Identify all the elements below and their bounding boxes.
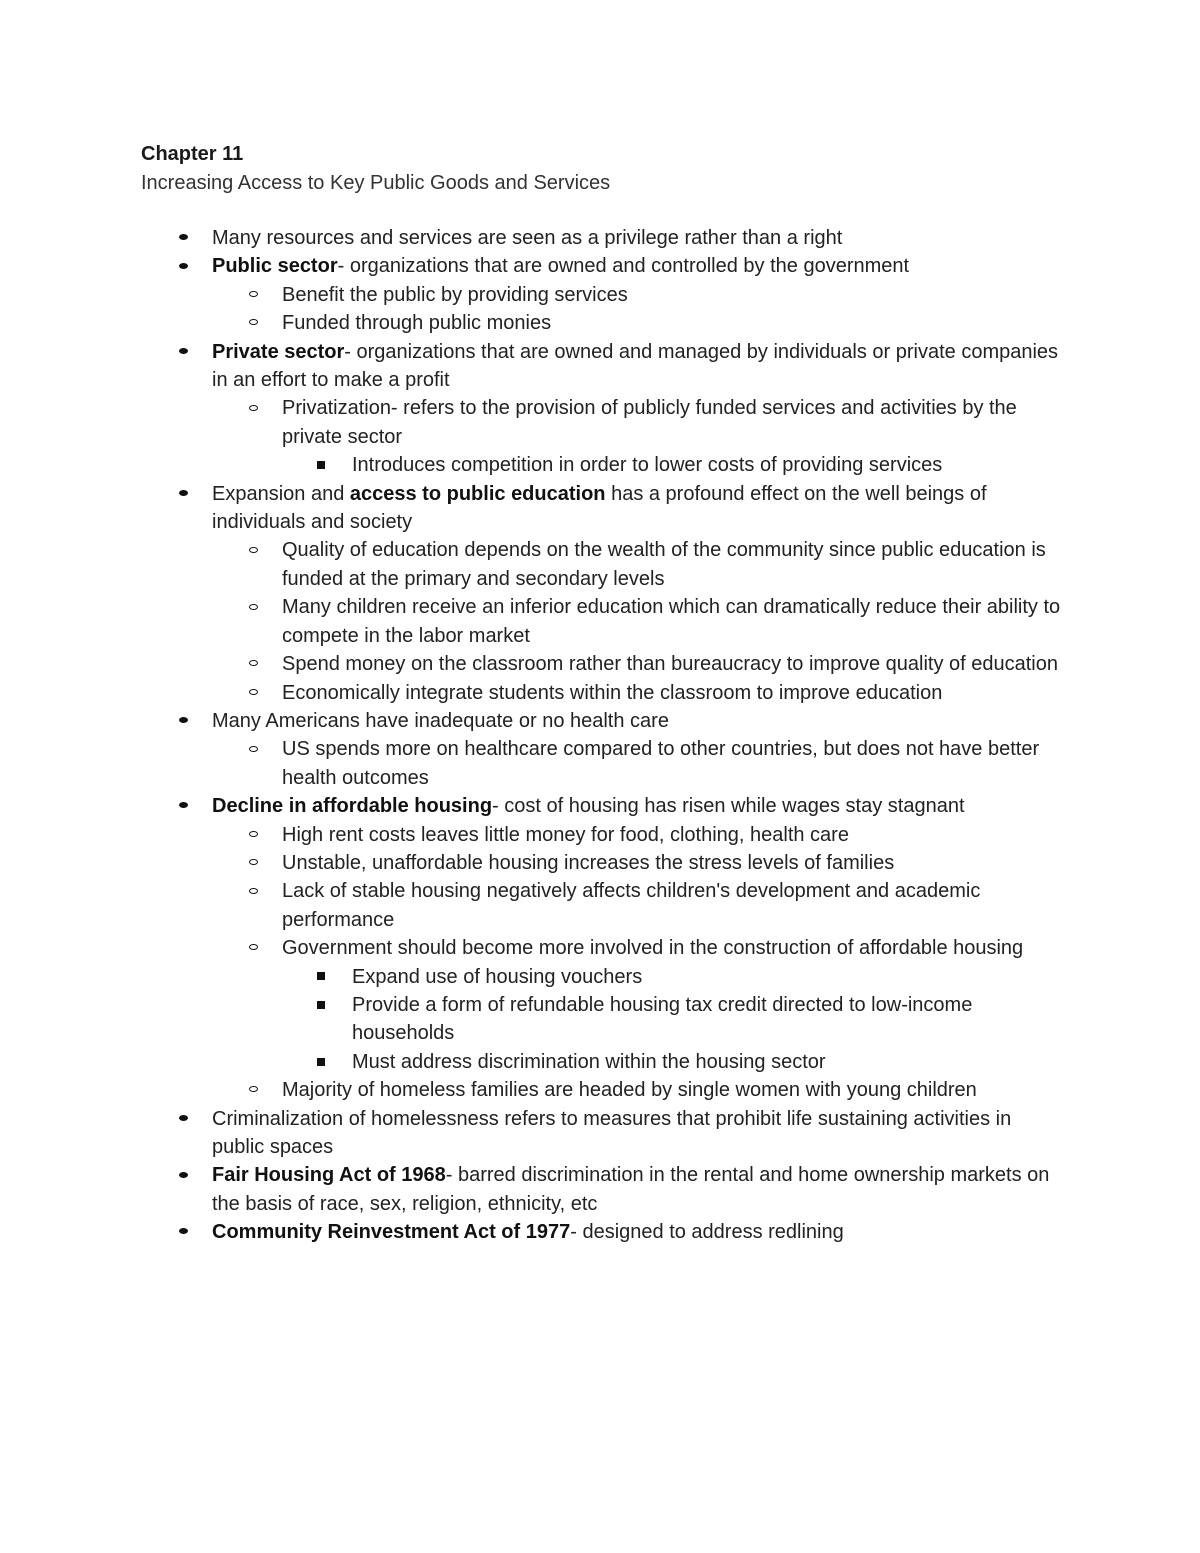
note-term: access to public education [349,482,606,505]
note-item-level-2 [141,394,1061,451]
note-item-level-3 [141,991,1061,1048]
note-text: Must address discrimination within the housing sector [352,1050,826,1073]
filled-bullet-icon [179,224,188,252]
square-bullet-icon [317,991,325,1019]
filled-bullet-icon [179,480,188,508]
note-text: - barred discrimination in the rental and home ownership markets on the basis of race, sex, religion, ethnicity, etc [212,1164,1050,1215]
note-text: Quality of education depends on the wealth of the community since public education is funded at the primary and secondary levels [282,539,1046,590]
note-text: Benefit the public by providing services [282,283,628,306]
square-bullet-icon [317,1048,325,1076]
note-item-level-2 [141,849,1061,877]
note-text: - organizations that are owned and controlled by the government [337,255,910,278]
note-text: Provide a form of refundable housing tax credit directed to low-income households [352,993,973,1045]
hollow-bullet-icon [249,309,258,337]
note-item-level-1 [141,480,1061,537]
hollow-bullet-icon [249,650,258,678]
hollow-bullet-icon [249,877,258,905]
note-item-level-1 [141,224,1061,252]
hollow-bullet-icon [249,281,258,309]
note-text: Criminalization of homelessness refers to measures that prohibit life sustaining activities in public spaces [212,1107,1012,1158]
note-item-level-1 [141,707,1061,735]
note-text: Government should become more involved in the construction of affordable housing [282,937,1024,960]
notes-list [141,224,1061,1247]
note-item-level-1 [141,1161,1061,1218]
hollow-bullet-icon [249,536,258,564]
note-text: Majority of homeless families are headed by single women with young children [282,1079,977,1102]
filled-bullet-icon [179,1105,188,1133]
note-text: Economically integrate students within the classroom to improve education [282,681,943,704]
note-term: Public sector [212,255,338,278]
note-text: Privatization- refers to the provision of publicly funded services and activities by the private sector [282,397,1017,448]
note-item-level-2 [141,934,1061,962]
hollow-bullet-icon [249,849,258,877]
note-item-level-2 [141,536,1061,593]
note-item-level-2 [141,309,1061,337]
note-item-level-1 [141,792,1061,820]
hollow-bullet-icon [249,679,258,707]
filled-bullet-icon [179,1218,188,1246]
filled-bullet-icon [179,707,188,735]
note-item-level-2 [141,821,1061,849]
note-item-level-1 [141,1105,1061,1162]
note-text: has a profound effect on the well beings of individuals and society [212,482,987,534]
note-item-level-2 [141,281,1061,309]
note-text: Introduces competition in order to lower costs of providing services [352,454,943,477]
note-text: - organizations that are owned and managed by individuals or private companies in an effort to make a profit [212,340,1059,392]
note-item-level-2 [141,650,1061,678]
note-text: Funded through public monies [282,312,552,335]
note-item-level-3 [141,963,1061,991]
note-item-level-2 [141,593,1061,650]
document-body [141,140,1061,1247]
note-item-level-3 [141,451,1061,479]
note-text: High rent costs leaves little money for food, clothing, health care [282,823,849,846]
hollow-bullet-icon [249,394,258,422]
note-text: - designed to address redlining [570,1221,844,1244]
note-item-level-1 [141,338,1061,395]
note-text: Many children receive an inferior education which can dramatically reduce their ability to compete in the labor market [282,596,1061,647]
note-text: - cost of housing has risen while wages stay stagnant [492,795,965,818]
chapter-subtitle: Increasing Access to Key Public Goods and Services [141,172,611,194]
note-text: Lack of stable housing negatively affects children's development and academic performance [282,880,981,931]
hollow-bullet-icon [249,821,258,849]
note-item-level-2 [141,735,1061,792]
chapter-title: Chapter 11 [141,143,244,165]
note-term: Community Reinvestment Act of 1977 [212,1221,571,1244]
note-item-level-3 [141,1048,1061,1076]
note-text: US spends more on healthcare compared to other countries, but does not have better health outcomes [282,738,1040,789]
hollow-bullet-icon [249,934,258,962]
filled-bullet-icon [179,252,188,280]
note-term: Fair Housing Act of 1968 [212,1164,446,1187]
note-term: Private sector [212,340,345,363]
note-text: Many Americans have inadequate or no health care [212,709,669,732]
note-item-level-2 [141,1076,1061,1104]
note-text: Expansion and [212,482,350,505]
note-item-level-1 [141,252,1061,280]
hollow-bullet-icon [249,1076,258,1104]
note-item-level-2 [141,679,1061,707]
note-item-level-2 [141,877,1061,934]
note-term: Decline in affordable housing [212,795,493,818]
note-text: Many resources and services are seen as a privilege rather than a right [212,227,843,249]
note-text: Unstable, unaffordable housing increases the stress levels of families [282,851,895,874]
filled-bullet-icon [179,338,188,366]
square-bullet-icon [317,963,325,991]
square-bullet-icon [317,451,325,479]
note-text: Expand use of housing vouchers [352,965,643,988]
hollow-bullet-icon [249,593,258,621]
note-text: Spend money on the classroom rather than bureaucracy to improve quality of education [282,653,1058,676]
filled-bullet-icon [179,1161,188,1189]
note-item-level-1 [141,1218,1061,1246]
hollow-bullet-icon [249,735,258,763]
filled-bullet-icon [179,792,188,820]
